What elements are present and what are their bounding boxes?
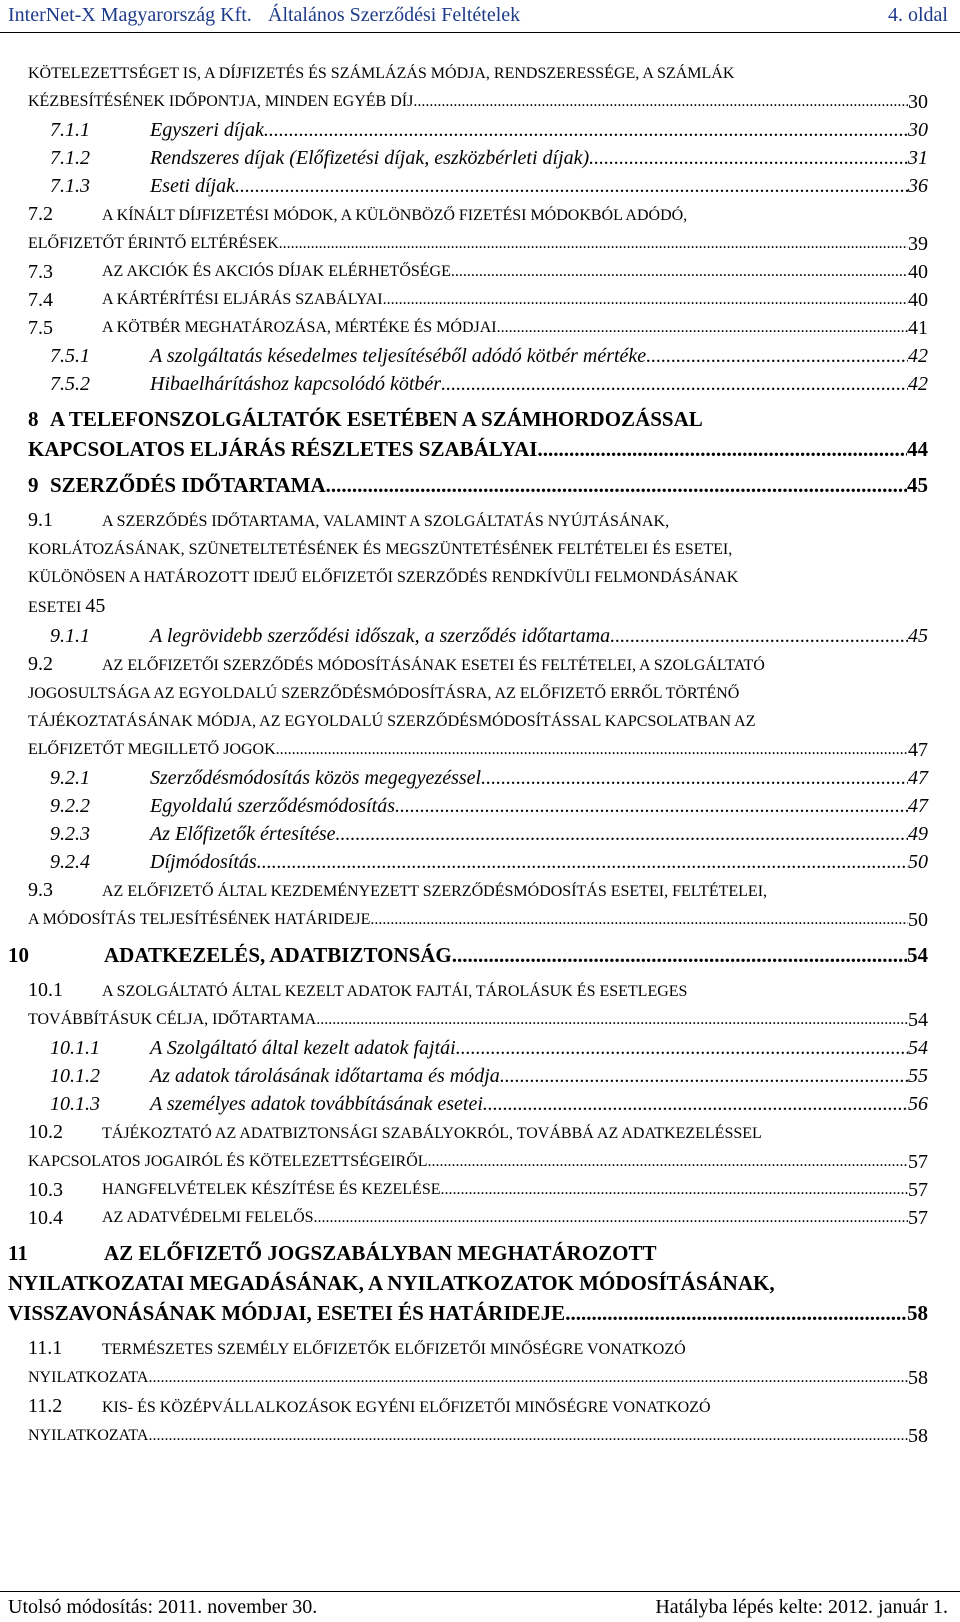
toc-entry[interactable]: 9.2.1 Szerződésmódosítás közös megegyezéssel ..... 47 <box>28 764 928 792</box>
footer-effective: Hatályba lépés kelte: 2012. január 1. <box>655 1596 948 1618</box>
toc-entry[interactable]: 7.1.2 Rendszeres díjak (Előfizetési díjak, eszközbérleti díjak) ..... 31 <box>28 144 928 172</box>
toc-entry[interactable]: 10.4 AZ ADATVÉDELMI FELELŐS ..... 57 <box>28 1204 928 1232</box>
toc-entry[interactable]: 9.2.3 Az Előfizetők értesítése ..... 49 <box>28 820 928 848</box>
footer-rule <box>0 1591 960 1592</box>
toc-entry[interactable]: 7.5 A KÖTBÉR MEGHATÁROZÁSA, MÉRTÉKE ÉS MÓDJAI ..... 41 <box>28 314 928 342</box>
toc-page: 30 <box>908 91 928 113</box>
header-page-number: 4. oldal <box>888 4 948 26</box>
toc-entry[interactable]: 9.2 AZ ELŐFIZETŐI SZERZŐDÉS MÓDOSÍTÁSÁNAK ESETEI ÉS FELTÉTELEI, A SZOLGÁLTATÓ <box>28 653 765 675</box>
toc-entry[interactable]: 7.5.2 Hibaelhárításhoz kapcsolódó kötbér ..... 42 <box>28 370 928 398</box>
toc-entry[interactable]: 10.1.3 A személyes adatok továbbításának esetei ..... 56 <box>28 1090 928 1118</box>
toc-entry[interactable]: 9.3 AZ ELŐFIZETŐ ÁLTAL KEZDEMÉNYEZETT SZERZŐDÉSMÓDOSÍTÁS ESETEI, FELTÉTELEI, <box>28 879 768 901</box>
toc-entry[interactable]: 7.5.1 A szolgáltatás késedelmes teljesítéséből adódó kötbér mértéke ..... 42 <box>28 342 928 370</box>
toc-chapter[interactable]: 11 AZ ELŐFIZETŐ JOGSZABÁLYBAN MEGHATÁROZOTT <box>8 1241 657 1265</box>
toc-chapter[interactable]: 8 A TELEFONSZOLGÁLTATÓK ESETÉBEN A SZÁMHORDOZÁSSAL <box>28 407 703 431</box>
toc-entry[interactable]: 7.2 A KÍNÁLT DÍJFIZETÉSI MÓDOK, A KÜLÖNBÖZŐ FIZETÉSI MÓDOKBÓL ADÓDÓ, <box>28 203 688 225</box>
toc-continuation: KÖTELEZETTSÉGET IS, A DÍJFIZETÉS ÉS SZÁMLÁZÁS MÓDJA, RENDSZERESSÉGE, A SZÁMLÁK <box>28 65 735 82</box>
toc-entry[interactable]: 10.2 TÁJÉKOZTATÓ AZ ADATBIZTONSÁGI SZABÁLYOKRÓL, TOVÁBBÁ AZ ADATKEZELÉSSEL <box>28 1121 762 1143</box>
toc-chapter[interactable]: 10 ADATKEZELÉS, ADATBIZTONSÁG ..... 54 <box>8 940 928 970</box>
toc-chapter[interactable]: 9 SZERZŐDÉS IDŐTARTAMA ..... 45 <box>28 470 928 500</box>
toc-entry[interactable]: 10.3 HANGFELVÉTELEK KÉSZÍTÉSE ÉS KEZELÉSE ..... 57 <box>28 1176 928 1204</box>
toc-entry[interactable]: 7.4 A KÁRTÉRÍTÉSI ELJÁRÁS SZABÁLYAI ..... 40 <box>28 286 928 314</box>
toc-entry[interactable]: 9.2.4 Díjmódosítás ..... 50 <box>28 848 928 876</box>
toc-entry[interactable]: 7.1.3 Eseti díjak ..... 36 <box>28 172 928 200</box>
toc-entry[interactable]: 11.2 KIS- ÉS KÖZÉPVÁLLALKOZÁSOK EGYÉNI ELŐFIZETŐI MINŐSÉGRE VONATKOZÓ <box>28 1395 711 1417</box>
header-rule <box>0 32 960 33</box>
page-header <box>0 0 960 32</box>
toc-entry[interactable]: 9.1 A SZERZŐDÉS IDŐTARTAMA, VALAMINT A SZOLGÁLTATÁS NYÚJTÁSÁNAK, <box>28 509 670 531</box>
toc-entry[interactable]: 10.1.1 A Szolgáltató által kezelt adatok fajtái ..... 54 <box>28 1034 928 1062</box>
toc-entry[interactable]: 10.1 A SZOLGÁLTATÓ ÁLTAL KEZELT ADATOK FAJTÁI, TÁROLÁSUK ÉS ESETLEGES <box>28 979 688 1001</box>
toc-entry[interactable]: 11.1 TERMÉSZETES SZEMÉLY ELŐFIZETŐK ELŐFIZETŐI MINŐSÉGRE VONATKOZÓ <box>28 1337 686 1359</box>
toc-entry[interactable]: 10.1.2 Az adatok tárolásának időtartama és módja ..... 55 <box>28 1062 928 1090</box>
toc-entry[interactable]: 9.2.2 Egyoldalú szerződésmódosítás ..... 47 <box>28 792 928 820</box>
toc-entry[interactable]: 7.1.1 Egyszeri díjak ..... 30 <box>28 116 928 144</box>
header-title: Általános Szerződési Feltételek <box>268 4 521 26</box>
header-company: InterNet-X Magyarország Kft. <box>8 4 252 26</box>
toc-entry[interactable]: KÉZBESÍTÉSÉNEK IDŐPONTJA, MINDEN EGYÉB DÍJ ..... 30 <box>28 88 928 116</box>
toc-entry[interactable]: 9.1.1 A legrövidebb szerződési időszak, a szerződés időtartama ..... 45 <box>28 622 928 650</box>
table-of-contents: KÖTELEZETTSÉGET IS, A DÍJFIZETÉS ÉS SZÁMLÁZÁS MÓDJA, RENDSZERESSÉGE, A SZÁMLÁK KÉZBESÍTÉSÉNEK IDŐPONTJA, MINDEN EGYÉB DÍJ ..... 30 7.1.1 Egyszeri díjak ..... 30 7.1.2 Rendszeres díjak (Előfizetési díjak, eszközbérleti díjak) ..... 31 7.1.3 Eseti díjak ..... 36 7.2 A KÍNÁLT DÍJFIZETÉSI MÓDOK, A KÜLÖNBÖZŐ FIZETÉSI MÓDOKBÓL ADÓDÓ, ELŐFIZETŐT ÉRINTŐ ELTÉRÉSEK ..... 39 7.3 AZ AKCIÓK ÉS AKCIÓS DÍJAK ELÉRHETŐSÉGE ..... 40 7.4 A KÁRTÉRÍTÉSI ELJÁRÁS SZABÁLYAI ..... 40 7.5 A KÖTBÉR MEGHATÁROZÁSA, MÉRTÉKE ÉS MÓDJAI ..... 41 7.5.1 A szolgáltatás késedelmes teljesítéséből adódó kötbér mértéke ..... 42 7.5.2 Hibaelhárításhoz kapcsolódó kötbér ..... 42 8 A TELEFONSZOLGÁLTATÓK ESETÉBEN A SZÁMHORDOZÁSSAL KAPCSOLATOS ELJÁRÁS RÉSZLETES SZABÁLYAI ..... 44 9 SZERZŐDÉS IDŐTARTAMA ..... 45 9.1 A SZERZŐDÉS IDŐTARTAMA, VALAMINT A SZOLGÁLTATÁS NYÚJTÁSÁNAK, KORLÁTOZÁSÁNAK, SZÜNETELTETÉSÉNEK ÉS MEGSZÜNTETÉSÉNEK FELTÉTELEI ÉS ESETEI, KÜLÖNÖSEN A HATÁROZOTT IDEJŰ ELŐFIZETŐI SZERZŐDÉS RENDKÍVÜLI FELMONDÁSÁNAK ESETEI 45 9.1.1 A legrövidebb szerződési időszak, a szerződés időtartama ..... 45 9.2 AZ ELŐFIZETŐI SZERZŐDÉS MÓDOSÍTÁSÁNAK ESETEI ÉS FELTÉTELEI, A SZOLGÁLTATÓ JOGOSULTSÁGA AZ EGYOLDALÚ SZERZŐDÉSMÓDOSÍTÁSRA, AZ ELŐFIZETŐ ERRŐL TÖRTÉNŐ TÁJÉKOZTATÁSÁNAK MÓDJA, AZ EGYOLDALÚ SZERZŐDÉSMÓDOSÍTÁSSAL KAPCSOLATBAN AZ ELŐFIZETŐT MEGILLETŐ JOGOK ..... 47 9.2.1 Szerződésmódosítás közös megegyezéssel ..... 47 9.2.2 Egyoldalú szerződésmódosítás ..... 47 9.2.3 Az Előfizetők értesítése ..... 49 9.2.4 Díjmódosítás ..... 50 9.3 AZ ELŐFIZETŐ ÁLTAL KEZDEMÉNYEZETT SZERZŐDÉSMÓDOSÍTÁS ESETEI, FELTÉTELEI, A MÓDOSÍTÁS TELJESÍTÉSÉNEK HATÁRIDEJE ..... 50 10 ADATKEZELÉS, ADATBIZTONSÁG ..... 54 10.1 A SZOLGÁLTATÓ ÁLTAL KEZELT ADATOK FAJTÁI, TÁROLÁSUK ÉS ESETLEGES TOVÁBBÍTÁSUK CÉLJA, IDŐTARTAMA ..... 54 10.1.1 A Szolgáltató által kezelt adatok fajtái ..... 54 10.1.2 Az adatok tárolásának időtartama és módja ..... 55 10.1.3 A személyes adatok továbbításának esetei ..... 56 10.2 TÁJÉKOZTATÓ AZ ADATBIZTONSÁGI SZABÁLYOKRÓL, TOVÁBBÁ AZ ADATKEZELÉSSEL KAPCSOLATOS JOGAIRÓL ÉS KÖTELEZETTSÉGEIRŐL ..... 57 10.3 HANGFELVÉTELEK KÉSZÍTÉSE ÉS KEZELÉSE ..... 57 10.4 AZ ADATVÉDELMI FELELŐS ..... 57 11 AZ ELŐFIZETŐ JOGSZABÁLYBAN MEGHATÁROZOTT NYILATKOZATAI MEGADÁSÁNAK, A NYILATKOZATOK MÓDOSÍTÁSÁNAK, VISSZAVONÁSÁNAK MÓDJAI, ESETEI ÉS HATÁRIDEJE ..... 58 11.1 TERMÉSZETES SZEMÉLY ELŐFIZETŐK ELŐFIZETŐI MINŐSÉGRE VONATKOZÓ NYILATKOZATA ..... 58 11.2 KIS- ÉS KÖZÉPVÁLLALKOZÁSOK EGYÉNI ELŐFIZETŐI MINŐSÉGRE VONATKOZÓ NYILATKOZATA ..... 58 <box>28 60 928 1450</box>
footer-modified: Utolsó módosítás: 2011. november 30. <box>8 1596 318 1618</box>
toc-entry[interactable]: 7.3 AZ AKCIÓK ÉS AKCIÓS DÍJAK ELÉRHETŐSÉGE ..... 40 <box>28 258 928 286</box>
